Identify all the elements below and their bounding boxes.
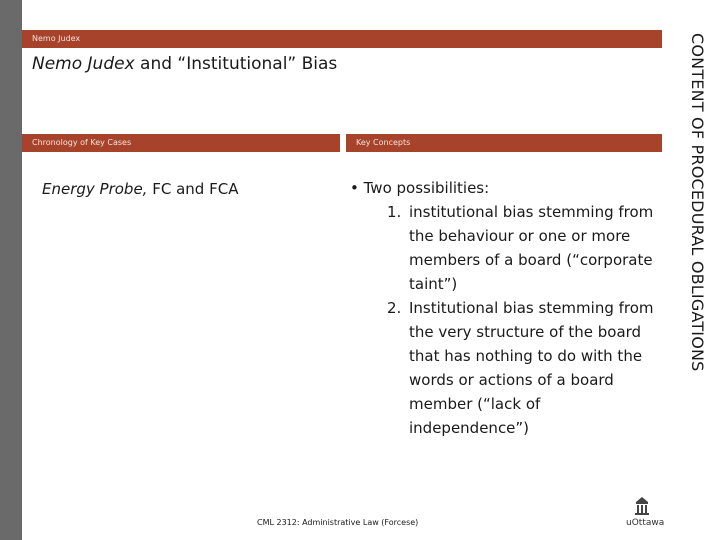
concept-text: Institutional bias stemming from the very structure of the board that has nothing to do with the words or actions of a board member (“lack of independence”)	[409, 299, 654, 437]
concept-item	[350, 296, 660, 440]
concept-item	[350, 200, 660, 296]
left-sidebar-bar	[0, 0, 22, 540]
section-label: Nemo Judex	[32, 34, 81, 43]
footer-course-label: CML 2312: Administrative Law (Forcese)	[257, 518, 419, 527]
concept-number: 2.	[387, 299, 402, 317]
chronology-header-band	[22, 134, 340, 152]
concept-text: institutional bias stemming from the behaviour or one or more members of a board (“corporate taint”)	[409, 203, 654, 293]
case-entry	[42, 180, 238, 198]
concept-number: 1.	[387, 203, 402, 221]
side-title-container	[682, 0, 718, 540]
logo-wordmark: uOttawa	[626, 518, 665, 528]
case-name: Energy Probe,	[42, 180, 148, 198]
slide-title	[32, 54, 337, 74]
concepts-bullet: • Two possibilities:	[350, 179, 490, 197]
university-logo	[624, 496, 672, 532]
section-header-band	[22, 30, 662, 48]
chronology-header: Chronology of Key Cases	[32, 138, 132, 147]
key-concepts-header-band	[346, 134, 662, 152]
building-icon	[624, 496, 672, 518]
title-rest: and “Institutional” Bias	[134, 54, 338, 74]
title-italic: Nemo Judex	[32, 54, 135, 74]
key-concepts-list	[350, 176, 660, 440]
case-courts: FC and FCA	[147, 180, 239, 198]
side-title: CONTENT OF PROCEDURAL OBLIGATIONS	[688, 33, 707, 372]
key-concepts-header: Key Concepts	[356, 138, 411, 147]
